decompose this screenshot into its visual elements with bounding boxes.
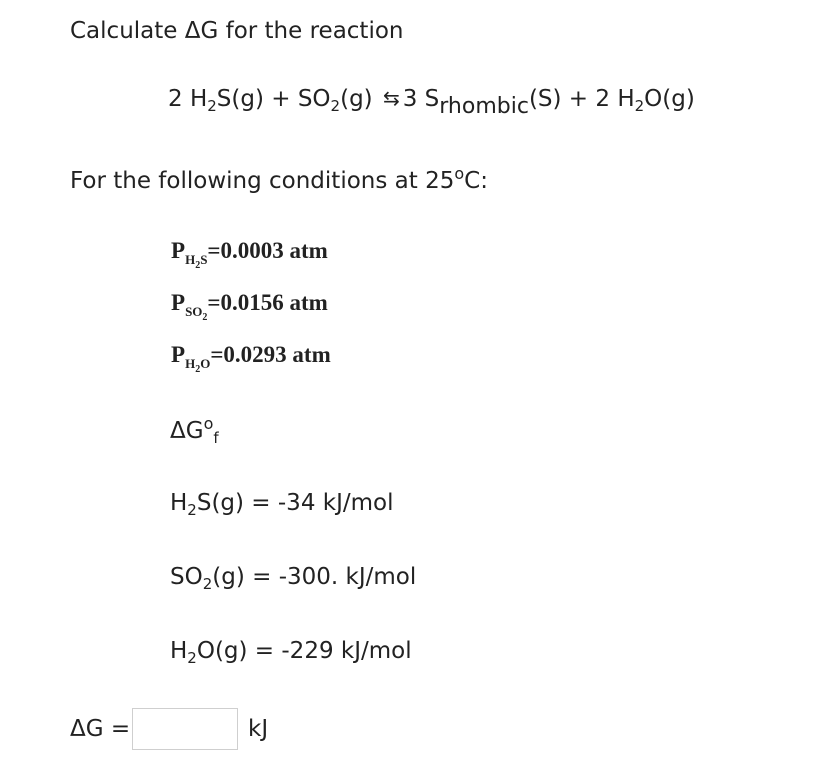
pressure-value: =0.0156 atm — [207, 290, 328, 315]
reaction-text: (S) + 2 H — [528, 86, 635, 112]
dgf-value: O(g) = -229 kJ/mol — [196, 638, 412, 664]
dgf-value: S(g) = -34 kJ/mol — [196, 490, 394, 516]
equilibrium-arrow-icon: ⇆ — [382, 86, 400, 110]
dgf-so2 — [170, 564, 417, 593]
pressure-subscript-num: 2 — [195, 364, 201, 375]
reaction-text: S(g) + SO — [216, 86, 331, 112]
dgf-value: (g) = -300. kJ/mol — [212, 564, 417, 590]
pressure-h2s — [171, 238, 328, 271]
degree-superscript: o — [454, 164, 465, 183]
dgf-heading — [170, 414, 219, 447]
dgf-subscript: 2 — [202, 575, 213, 593]
reaction-equation — [168, 86, 695, 119]
reaction-subscript: 2 — [207, 97, 217, 115]
pressure-subscript-num: 2 — [195, 260, 201, 271]
answer-unit: kJ — [248, 716, 269, 742]
pressure-so2 — [171, 290, 328, 323]
reaction-text: (g) — [340, 86, 380, 112]
pressure-value: =0.0293 atm — [210, 342, 331, 367]
pressure-value: =0.0003 atm — [207, 238, 328, 263]
conditions-text: For the following conditions at 25 — [70, 168, 455, 194]
pressure-symbol: P — [171, 290, 186, 315]
pressure-subscript-tail: O — [200, 356, 211, 371]
pressure-subscript: SO — [185, 304, 203, 319]
reaction-coef: 2 — [168, 86, 190, 112]
dgf-subscript: f — [213, 429, 219, 447]
dgf-superscript: o — [203, 414, 214, 433]
conditions-unit: C: — [464, 168, 488, 194]
answer-input[interactable] — [132, 708, 238, 750]
dgf-h2o — [170, 638, 412, 667]
pressure-symbol: P — [171, 342, 186, 367]
answer-label: ΔG = — [70, 716, 131, 742]
reaction-text: O(g) — [644, 86, 695, 112]
pressure-symbol: P — [171, 238, 186, 263]
pressure-h2o — [171, 342, 331, 375]
reaction-text: 3 S — [402, 86, 440, 112]
dgf-species: H — [170, 638, 188, 664]
conditions-heading — [70, 164, 488, 194]
dgf-subscript: 2 — [187, 649, 197, 667]
reaction-subscript-rhombic: rhombic — [439, 94, 529, 119]
pressure-subscript: H — [185, 356, 196, 371]
pressure-subscript-num: 2 — [202, 312, 208, 323]
dgf-h2s — [170, 490, 394, 519]
reaction-text: H — [189, 86, 208, 112]
dgf-subscript: 2 — [187, 501, 197, 519]
dgf-species: SO — [170, 564, 203, 590]
pressure-subscript: H — [185, 252, 196, 267]
reaction-subscript: 2 — [634, 97, 645, 115]
dgf-symbol: ΔG — [170, 418, 204, 444]
reaction-subscript: 2 — [330, 97, 341, 115]
question-prompt: Calculate ΔG for the reaction — [70, 18, 404, 44]
dgf-species: H — [170, 490, 188, 516]
pressure-subscript-tail: S — [200, 252, 208, 267]
